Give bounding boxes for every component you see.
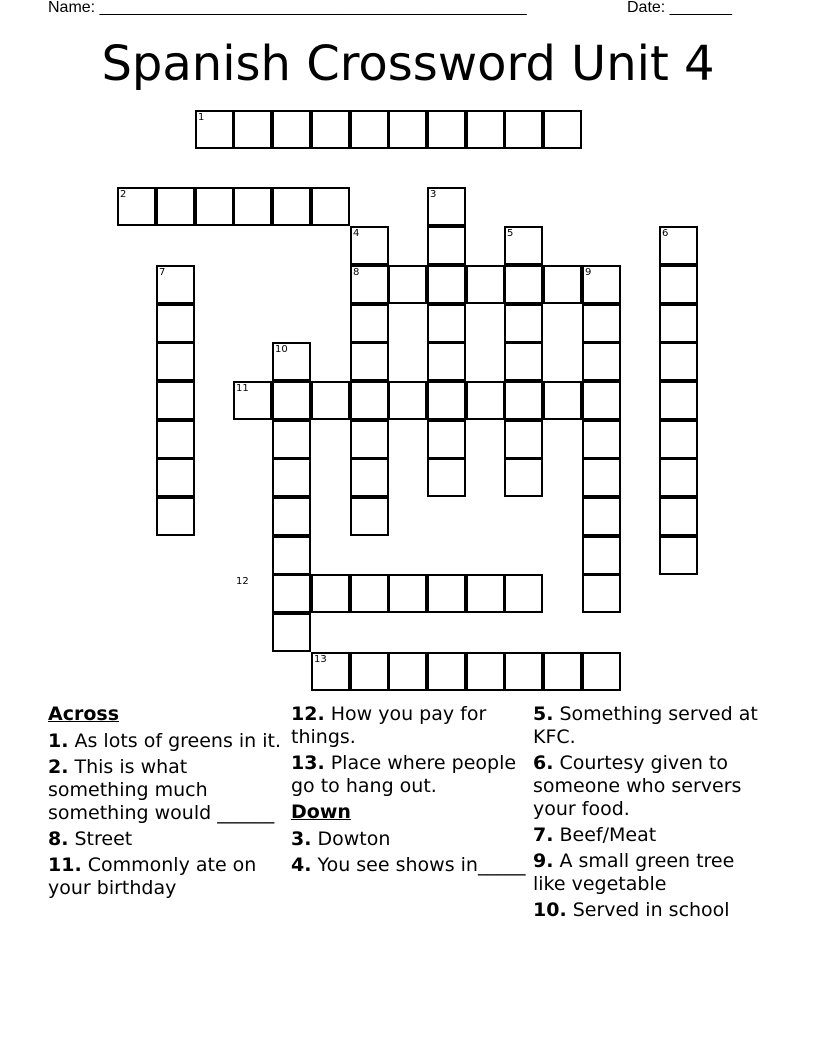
clue-column-2 [291,703,531,880]
clue-item [533,703,763,749]
crossword-cell[interactable] [388,110,427,149]
clue-number: 6 [662,228,669,239]
crossword-cell[interactable] [504,420,543,459]
crossword-cell[interactable] [659,381,698,420]
clue-item [291,828,531,851]
clue-item [48,730,288,753]
clue-item-number: 3. [291,828,312,850]
crossword-cell[interactable] [272,381,311,420]
crossword-cell[interactable] [659,458,698,497]
crossword-cell[interactable] [427,265,466,304]
crossword-cell[interactable] [466,265,505,304]
crossword-cell[interactable] [582,381,621,420]
crossword-cell[interactable] [427,420,466,459]
crossword-cell[interactable] [659,304,698,343]
crossword-cell[interactable] [311,110,350,149]
crossword-cell[interactable] [350,497,389,536]
across-clue-list-continued [291,703,531,798]
clue-item-text: Street [68,828,133,850]
clue-column-3 [533,703,763,925]
clue-number: 5 [507,228,514,239]
clue-item [533,899,763,922]
clue-number: 1 [198,112,205,123]
clue-item-text: You see shows in_____ [311,854,526,876]
crossword-cell[interactable] [272,458,311,497]
across-clue-list [48,730,288,900]
clue-number: 7 [159,267,166,278]
clue-item-number: 4. [291,854,312,876]
date-field-label: Date: _______ [627,0,732,16]
clue-item-number: 9. [533,850,554,872]
crossword-cell[interactable] [659,497,698,536]
crossword-cell[interactable] [350,381,389,420]
crossword-cell[interactable] [156,304,195,343]
clue-number: 2 [120,189,127,200]
name-field-label: Name: ________________________________________________ [48,0,527,16]
crossword-cell[interactable] [195,187,234,226]
crossword-cell[interactable] [311,381,350,420]
crossword-cell[interactable] [272,574,311,613]
crossword-cell[interactable] [543,265,582,304]
crossword-cell[interactable] [582,458,621,497]
clue-item-number: 8. [48,828,69,850]
crossword-cell[interactable] [659,420,698,459]
across-heading: Across [48,703,120,725]
crossword-cell[interactable] [156,420,195,459]
crossword-cell[interactable] [466,110,505,149]
crossword-cell[interactable] [156,458,195,497]
crossword-cell[interactable] [388,652,427,691]
crossword-cell[interactable] [427,652,466,691]
crossword-cell[interactable] [582,536,621,575]
clue-item-number: 13. [291,752,325,774]
crossword-cell[interactable] [504,574,543,613]
crossword-cell[interactable] [427,381,466,420]
crossword-cell[interactable] [156,187,195,226]
clue-number: 8 [353,267,360,278]
clue-item-text: Beef/Meat [553,824,657,846]
clue-item [291,752,531,798]
crossword-cell[interactable] [504,110,543,149]
clue-item [291,854,531,877]
crossword-cell[interactable] [311,574,350,613]
crossword-cell[interactable] [582,342,621,381]
clue-item [48,854,288,900]
crossword-cell[interactable] [659,265,698,304]
crossword-cell[interactable] [466,381,505,420]
clue-item [533,824,763,847]
crossword-cell[interactable] [233,110,272,149]
down-heading: Down [291,801,351,823]
crossword-cell[interactable] [272,187,311,226]
crossword-cell[interactable] [311,187,350,226]
crossword-cell[interactable] [543,110,582,149]
crossword-cell[interactable] [504,652,543,691]
clue-item-text: As lots of greens in it. [68,730,282,752]
clue-item-text: Dowton [311,828,391,850]
clue-number: 10 [275,344,288,355]
crossword-cell[interactable] [156,497,195,536]
crossword-cell[interactable] [388,381,427,420]
crossword-cell[interactable] [427,574,466,613]
crossword-cell[interactable] [350,652,389,691]
crossword-cell[interactable] [272,497,311,536]
crossword-cell[interactable] [466,574,505,613]
crossword-cell[interactable] [466,652,505,691]
crossword-cell[interactable] [272,110,311,149]
clue-item-number: 10. [533,899,567,921]
clue-item-number: 1. [48,730,69,752]
crossword-cell[interactable] [582,497,621,536]
crossword-cell[interactable] [504,458,543,497]
clue-item-number: 5. [533,703,554,725]
crossword-cell[interactable] [427,304,466,343]
crossword-cell[interactable] [388,265,427,304]
clue-item-text: Place where people go to hang out. [291,752,517,797]
crossword-cell[interactable] [427,110,466,149]
clue-item-number: 6. [533,752,554,774]
clue-item-number: 11. [48,854,82,876]
crossword-cell[interactable] [156,381,195,420]
crossword-cell[interactable] [350,458,389,497]
clue-item-text: Courtesy given to someone who servers your food. [533,752,742,820]
crossword-cell[interactable] [427,226,466,265]
down-clue-list [291,828,531,877]
crossword-cell[interactable] [350,420,389,459]
crossword-cell[interactable] [156,342,195,381]
clue-number: 13 [314,654,327,665]
crossword-cell[interactable] [504,342,543,381]
crossword-cell[interactable] [504,265,543,304]
clue-item-text: Something served at KFC. [533,703,758,748]
crossword-cell[interactable] [543,381,582,420]
clue-item-number: 2. [48,756,69,778]
clue-column-1 [48,703,288,903]
down-clue-list-continued [533,703,763,922]
crossword-cell[interactable] [582,652,621,691]
crossword-cell[interactable] [233,187,272,226]
clue-item [533,752,763,821]
clue-item-text: How you pay for things. [291,703,487,748]
crossword-cell[interactable] [350,342,389,381]
crossword-cell[interactable] [427,458,466,497]
crossword-cell[interactable] [582,574,621,613]
crossword-cell[interactable] [504,304,543,343]
clue-number: 3 [430,189,437,200]
clue-item-number: 12. [291,703,325,725]
page-title: Spanish Crossword Unit 4 [101,36,715,92]
clue-item [533,850,763,896]
crossword-cell[interactable] [272,536,311,575]
crossword-cell[interactable] [272,420,311,459]
crossword-cell[interactable] [350,304,389,343]
crossword-cell[interactable] [504,381,543,420]
clue-item-text: Commonly ate on your birthday [48,854,257,899]
clue-item-text: Served in school [566,899,730,921]
crossword-cell[interactable] [272,613,311,652]
crossword-cell[interactable] [582,304,621,343]
crossword-cell[interactable] [582,420,621,459]
crossword-cell[interactable] [659,536,698,575]
crossword-cell[interactable] [350,574,389,613]
clue-item [48,756,288,825]
crossword-cell[interactable] [543,652,582,691]
clue-item [48,828,288,851]
clue-number: 9 [585,267,592,278]
clue-item [291,703,531,749]
clue-number: 12 [236,576,249,587]
crossword-cell[interactable] [659,342,698,381]
clue-number: 11 [236,383,249,394]
crossword-cell[interactable] [427,342,466,381]
clue-item-text: This is what something much something would ______ [48,756,275,824]
clue-number: 4 [353,228,360,239]
crossword-cell[interactable] [388,574,427,613]
crossword-cell[interactable] [350,110,389,149]
clue-item-text: A small green tree like vegetable [533,850,735,895]
clue-item-number: 7. [533,824,554,846]
